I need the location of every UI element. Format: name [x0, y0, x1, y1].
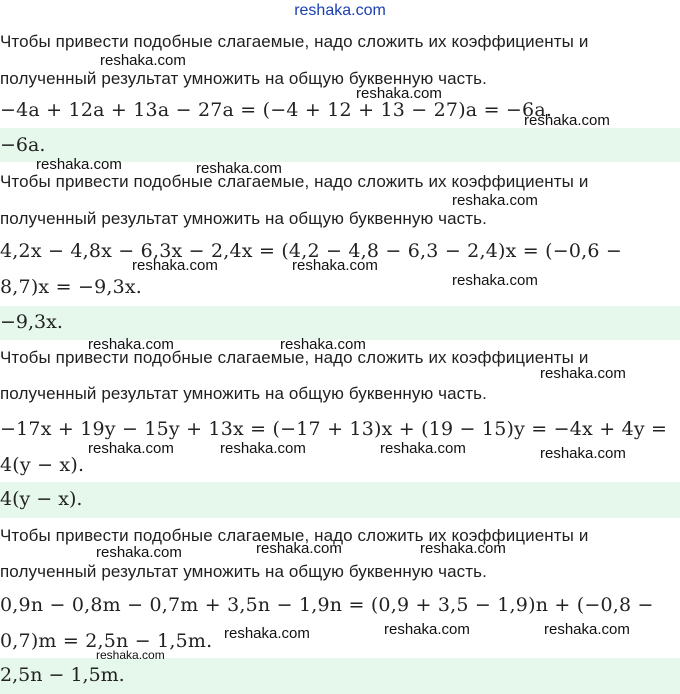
explanation-line-1: Чтобы привести подобные слагаемые, надо сложить их коэффициенты и: [0, 172, 589, 191]
solution-line: −17x + 19y − 15y + 13x = (−17 + 13)x + (19 − 15)y = −4x + 4y =: [0, 418, 668, 440]
explanation-line-1: Чтобы привести подобные слагаемые, надо сложить их коэффициенты и: [0, 32, 589, 51]
explanation-line-2: полученный результат умножить на общую буквенную часть.: [0, 384, 487, 403]
answer-text: 4(y − x).: [0, 488, 83, 510]
watermark: reshaka.com: [384, 621, 470, 638]
explanation-line-2: полученный результат умножить на общую буквенную часть.: [0, 209, 487, 228]
watermark: reshaka.com: [452, 192, 538, 209]
answer-box: [0, 306, 680, 340]
watermark: reshaka.com: [544, 621, 630, 638]
watermark: reshaka.com: [88, 336, 174, 353]
solution-line: −4a + 12a + 13a − 27a = (−4 + 12 + 13 − 27)a = −6a.: [0, 99, 553, 121]
explanation-line-1: Чтобы привести подобные слагаемые, надо сложить их коэффициенты и: [0, 526, 589, 545]
site-link[interactable]: reshaka.com: [294, 2, 386, 19]
watermark: reshaka.com: [36, 156, 122, 173]
watermark: reshaka.com: [524, 112, 610, 129]
watermark: reshaka.com: [88, 440, 174, 457]
explanation-line-1: Чтобы привести подобные слагаемые, надо сложить их коэффициенты и: [0, 348, 589, 367]
watermark: reshaka.com: [196, 160, 282, 177]
solution-line-continued: 8,7)x = −9,3x.: [0, 276, 143, 298]
watermark: reshaka.com: [356, 85, 442, 102]
watermark: reshaka.com: [220, 440, 306, 457]
answer-box: [0, 482, 680, 518]
watermark: reshaka.com: [420, 540, 506, 557]
solution-line: 0,9n − 0,8m − 0,7m + 3,5n − 1,9n = (0,9 + 3,5 − 1,9)n + (−0,8 −: [0, 594, 654, 616]
answer-text: 2,5n − 1,5m.: [0, 664, 125, 686]
watermark: reshaka.com: [540, 365, 626, 382]
watermark: reshaka.com: [380, 440, 466, 457]
watermark: reshaka.com: [100, 52, 186, 69]
watermark: reshaka.com: [292, 257, 378, 274]
answer-text: −9,3x.: [0, 311, 63, 333]
explanation-line-2: полученный результат умножить на общую буквенную часть.: [0, 69, 487, 88]
watermark: reshaka.com: [452, 272, 538, 289]
solution-line-continued: 4(y − x).: [0, 454, 85, 476]
watermark: reshaka.com: [132, 257, 218, 274]
watermark: reshaka.com: [96, 544, 182, 561]
watermark: reshaka.com: [280, 336, 366, 353]
watermark: reshaka.com: [96, 648, 165, 662]
solution-line-continued: 0,7)m = 2,5n − 1,5m.: [0, 630, 213, 652]
watermark: reshaka.com: [224, 625, 310, 642]
solution-line: 4,2x − 4,8x − 6,3x − 2,4x = (4,2 − 4,8 − 6,3 − 2,4)x = (−0,6 −: [0, 240, 623, 262]
answer-text: −6a.: [0, 134, 46, 156]
watermark: reshaka.com: [256, 540, 342, 557]
watermark: reshaka.com: [540, 445, 626, 462]
explanation-line-2: полученный результат умножить на общую буквенную часть.: [0, 562, 487, 581]
